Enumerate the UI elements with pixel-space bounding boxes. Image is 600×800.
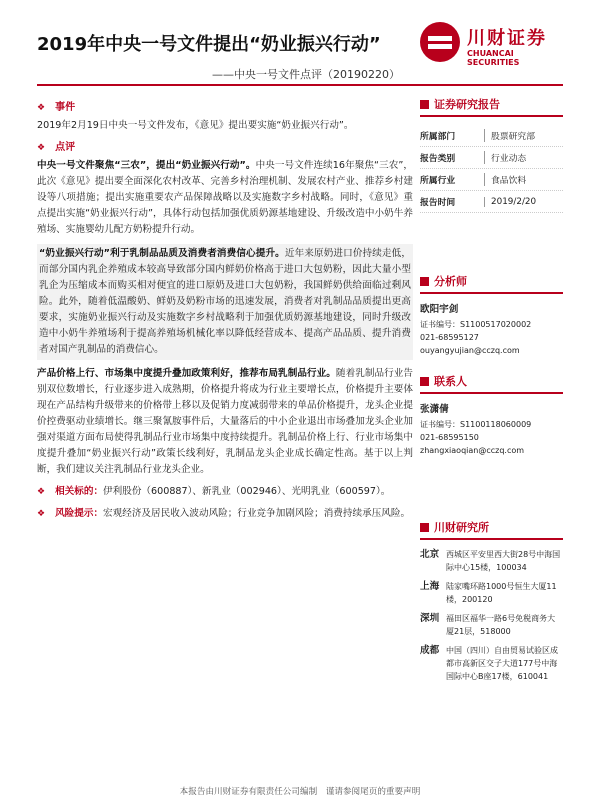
report-info-title: 证券研究报告 [434, 98, 500, 111]
page-footer: 本报告由川财证券有限责任公司编制 谨请参阅尾页的重要声明 [179, 787, 421, 797]
square-icon [420, 100, 429, 109]
paragraph-1-lead: 中央一号文件聚焦“三农”，提出“奶业振兴行动”。 [37, 160, 256, 171]
report-title: 2019年中央一号文件提出“奶业振兴行动” [37, 34, 381, 55]
related-text: 伊利股份（600887）、新乳业（002946）、光明乳业（600597）。 [103, 486, 391, 497]
report-info-heading [420, 96, 563, 117]
diamond-icon: ❖ [37, 509, 46, 519]
institute-address [420, 612, 563, 638]
event-heading-label: 事件 [55, 102, 76, 113]
square-icon [420, 523, 429, 532]
paragraph-2-body: 近年来原奶进口价持续走低，而部分国内乳企养殖成本较高导致部分国内鲜奶价格高于进口大包奶粉，因此大量小型乳企为压缩成本而购买相对便宜的进口原奶及进口大包奶粉，我国鲜奶供给面临过剩风险。此外，随着低温酸奶、鲜奶及奶粉市场的迅速发展，消费者对乳制品品质提出更高要求，实施奶业振兴行动及实施数字乡村战略利于加强优质奶源基地建设，同时升级改造中小奶牛养殖场利于提高养殖场机械化率以降低经营成本、提高产品品质、提升消费者对国产乳制品的消费信心。 [39, 248, 411, 355]
paragraph-1 [37, 158, 413, 238]
diamond-icon: ❖ [37, 143, 46, 153]
info-row [420, 147, 563, 169]
report-subtitle: ——中央一号文件点评（20190220） [212, 68, 400, 81]
contact-title: 联系人 [434, 375, 467, 388]
institute-address [420, 580, 563, 606]
comment-heading-label: 点评 [55, 142, 76, 153]
info-key: 报告类别 [420, 154, 456, 164]
info-value: 股票研究部 [484, 129, 535, 142]
contact-phone: 021-68595150 [420, 433, 479, 442]
diamond-icon: ❖ [37, 103, 46, 113]
info-value: 食品饮料 [484, 173, 526, 186]
square-icon [420, 277, 429, 286]
analyst-card [420, 302, 563, 357]
institute-address [420, 644, 563, 683]
info-key: 所属部门 [420, 132, 456, 142]
institute-heading [420, 519, 563, 540]
institute-city: 上海 [420, 581, 440, 592]
event-paragraph: 2019年2月19日中央一号文件发布，《意见》提出要实施“奶业振兴行动”。 [37, 120, 354, 131]
risk-text: 宏观经济及居民收入波动风险；行业竞争加剧风险；消费持续承压风险。 [103, 508, 411, 519]
paragraph-1-body: 中央一号文件连续16年聚焦“三农”，此次《意见》提出要全面深化农村改革、完善乡村治理机制、发展农村产业、推荐乡村建设等八项措施；提出实施重要农产品保障战略以及实施数字乡村战略。同时，《意见》重点提出实施“奶业振兴行动”，具体行动包括加强优质奶源基地建设、升级改造中小奶牛养殖场、实施婴幼儿配方奶粉提升行动。 [37, 160, 413, 235]
institute-city: 深圳 [420, 613, 440, 624]
analyst-name: 欧阳宇剑 [420, 304, 459, 315]
paragraph-2 [37, 244, 413, 360]
contact-heading [420, 373, 563, 394]
sidebar [420, 96, 563, 689]
header-rule [37, 84, 563, 86]
contact-cert: 证书编号：S1100118060009 [420, 420, 532, 429]
risk-warning [37, 506, 413, 522]
paragraph-3 [37, 366, 413, 478]
institute-address [420, 548, 563, 574]
institute-city: 成都 [420, 645, 440, 656]
logo-name-en: CHUANCAI SECURITIES [467, 49, 520, 67]
comment-heading [37, 140, 413, 156]
related-stocks [37, 484, 413, 500]
logo-name-cn: 川财证券 [467, 28, 547, 49]
risk-heading: 风险提示： [55, 508, 104, 519]
paragraph-3-lead: 产品价格上行、市场集中度提升叠加政策利好，推荐布局乳制品行业。 [37, 368, 336, 379]
institute-addr: 西城区平安里西大街28号中海国际中心15楼，100034 [446, 550, 561, 572]
paragraph-3-body: 随着乳制品行业告别双位数增长，行业逐步进入成熟期，价格提升将成为行业主要增长点，价格提升主要体现在产品结构升级带来的价格带上移以及促销力度减弱带来的单品价格提升，龙头企业提价控费驱动业绩增长。继三聚氰胺事件后，大量落后的中小企业退出市场叠加龙头企业加强对渠道方面布局使得乳制品行业市场集中度持续提升。乳制品价格上行、行业市场集中度提升叠加“奶业振兴行动”政策长线利好，乳制品龙头企业成长确定性高。基于以上判断，我们建议关注乳制品行业龙头企业。 [37, 368, 414, 475]
institute-addr: 中国（四川）自由贸易试验区成都市高新区交子大道177号中海国际中心B座17楼，610041 [446, 646, 558, 681]
company-logo [420, 20, 565, 68]
contact-card [420, 402, 563, 457]
info-value: 行业动态 [484, 151, 526, 164]
analyst-title: 分析师 [434, 275, 467, 288]
info-row [420, 169, 563, 191]
info-key: 所属行业 [420, 176, 456, 186]
analyst-email[interactable]: ouyangyujian@cczq.com [420, 346, 520, 355]
contact-name: 张潇倩 [420, 404, 449, 415]
analyst-heading [420, 273, 563, 294]
info-row [420, 125, 563, 147]
event-heading [37, 100, 413, 116]
paragraph-2-lead: “奶业振兴行动”利于乳制品品质及消费者消费信心提升。 [39, 248, 285, 259]
logo-icon [420, 22, 460, 62]
institute-title: 川财研究所 [434, 521, 489, 534]
square-icon [420, 377, 429, 386]
analyst-phone: 021-68595127 [420, 333, 479, 342]
diamond-icon: ❖ [37, 487, 46, 497]
main-content [37, 94, 413, 528]
contact-email[interactable]: zhangxiaoqian@cczq.com [420, 446, 525, 455]
institute-addr: 陆家嘴环路1000号恒生大厦11楼，200120 [446, 582, 557, 604]
info-value: 2019/2/20 [484, 197, 536, 207]
institute-addr: 福田区福华一路6号免税商务大厦21层，518000 [446, 614, 556, 636]
related-heading: 相关标的： [55, 486, 104, 497]
info-row [420, 191, 563, 213]
institute-city: 北京 [420, 549, 440, 560]
info-key: 报告时间 [420, 198, 456, 208]
analyst-cert: 证书编号：S1100517020002 [420, 320, 532, 329]
